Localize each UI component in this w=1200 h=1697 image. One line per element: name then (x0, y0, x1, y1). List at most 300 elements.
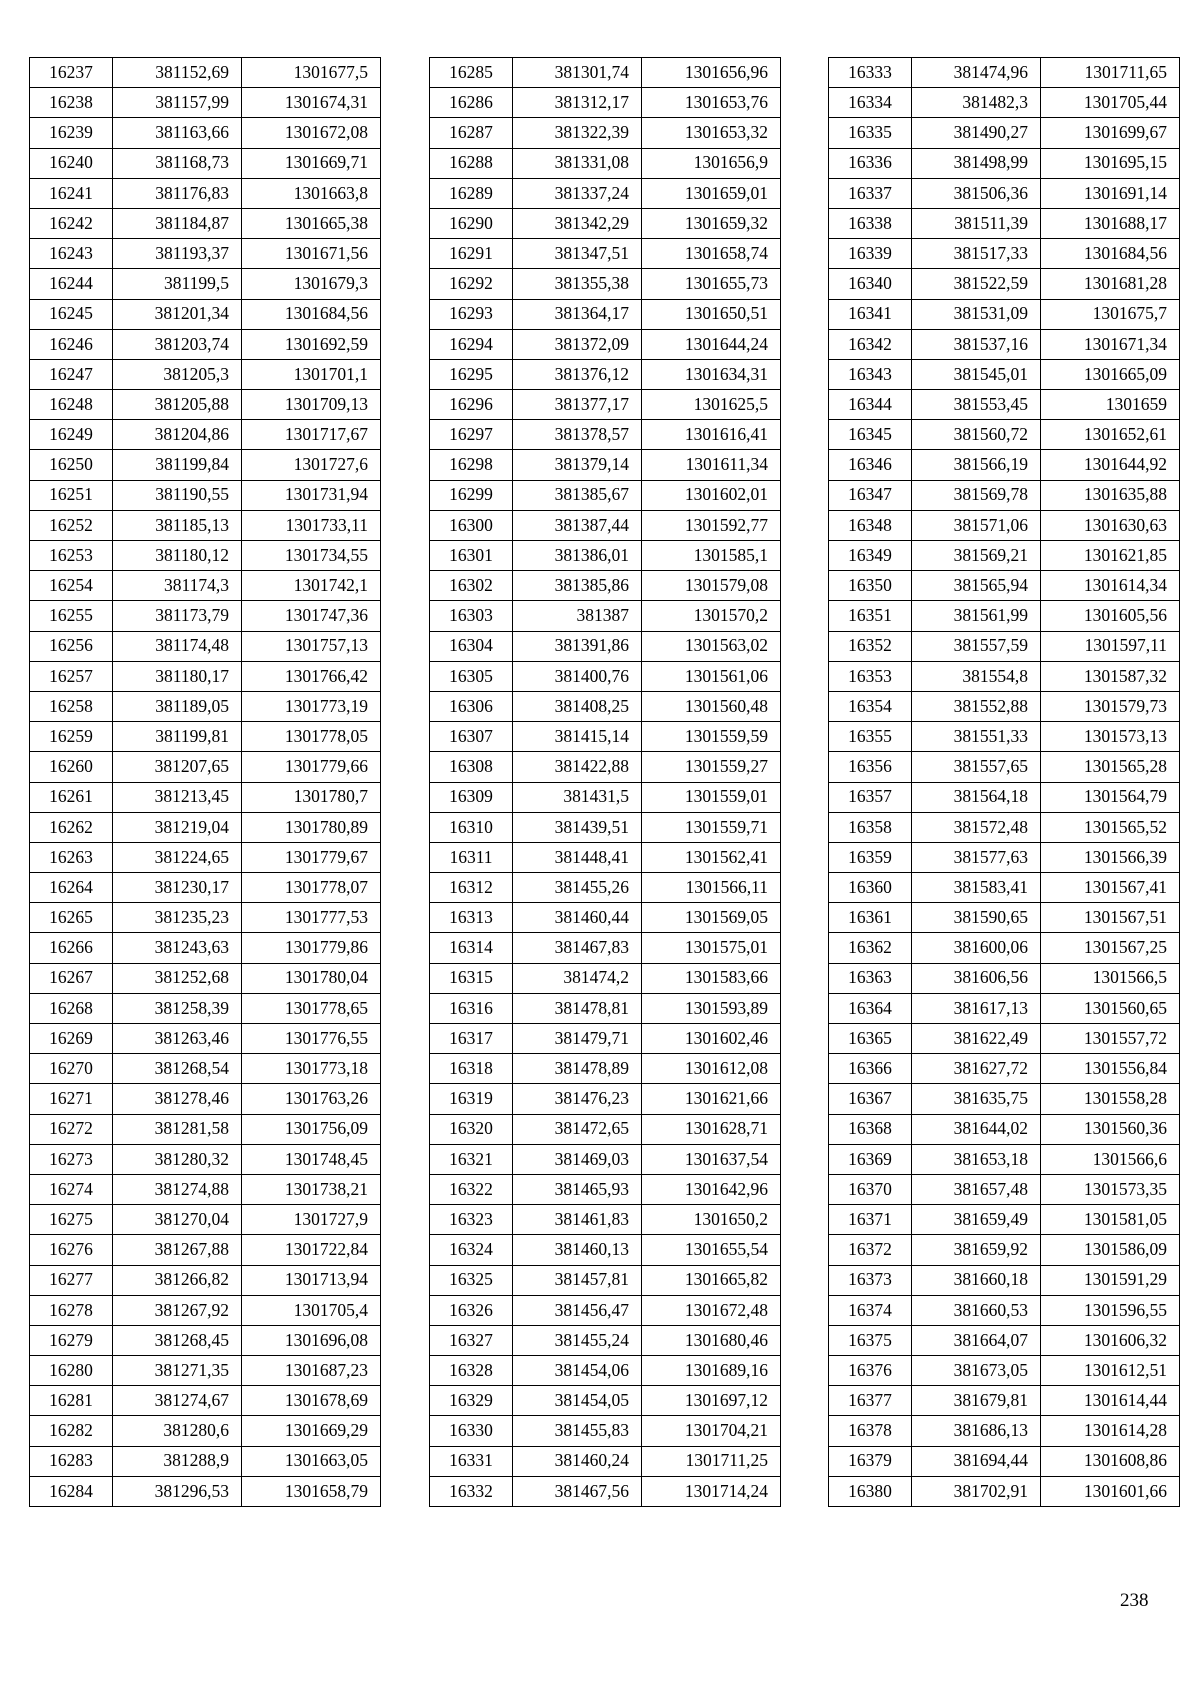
point-number-cell: 16347 (829, 480, 912, 510)
y-coordinate-cell: 1301742,1 (242, 571, 381, 601)
y-coordinate-cell: 1301674,31 (242, 88, 381, 118)
point-number-cell: 16309 (430, 782, 513, 812)
point-number-cell: 16323 (430, 1205, 513, 1235)
point-number-cell: 16360 (829, 873, 912, 903)
point-number-cell: 16296 (430, 390, 513, 420)
y-coordinate-cell: 1301704,21 (642, 1416, 781, 1446)
point-number-cell: 16317 (430, 1024, 513, 1054)
table-row (430, 1476, 781, 1506)
x-coordinate-cell: 381274,67 (113, 1386, 242, 1416)
y-coordinate-cell: 1301733,11 (242, 510, 381, 540)
table-row (30, 1084, 381, 1114)
y-coordinate-cell: 1301659,01 (642, 178, 781, 208)
point-number-cell: 16283 (30, 1446, 113, 1476)
table-row (30, 390, 381, 420)
point-number-cell: 16289 (430, 178, 513, 208)
x-coordinate-cell: 381469,03 (513, 1144, 642, 1174)
table-row (430, 329, 781, 359)
table-row (430, 873, 781, 903)
point-number-cell: 16282 (30, 1416, 113, 1446)
y-coordinate-cell: 1301557,72 (1041, 1024, 1180, 1054)
table-row (430, 1144, 781, 1174)
point-number-cell: 16247 (30, 359, 113, 389)
y-coordinate-cell: 1301642,96 (642, 1174, 781, 1204)
point-number-cell: 16368 (829, 1114, 912, 1144)
x-coordinate-cell: 381498,99 (912, 148, 1041, 178)
y-coordinate-cell: 1301777,53 (242, 903, 381, 933)
table-row (430, 88, 781, 118)
table-row (430, 722, 781, 752)
y-coordinate-cell: 1301713,94 (242, 1265, 381, 1295)
point-number-cell: 16285 (430, 58, 513, 88)
x-coordinate-cell: 381219,04 (113, 812, 242, 842)
x-coordinate-cell: 381174,48 (113, 631, 242, 661)
x-coordinate-cell: 381199,84 (113, 450, 242, 480)
point-number-cell: 16341 (829, 299, 912, 329)
x-coordinate-cell: 381686,13 (912, 1416, 1041, 1446)
x-coordinate-cell: 381385,86 (513, 571, 642, 601)
point-number-cell: 16312 (430, 873, 513, 903)
table-row (829, 1356, 1180, 1386)
x-coordinate-cell: 381673,05 (912, 1356, 1041, 1386)
x-coordinate-cell: 381312,17 (513, 88, 642, 118)
y-coordinate-cell: 1301653,76 (642, 88, 781, 118)
x-coordinate-cell: 381422,88 (513, 752, 642, 782)
point-number-cell: 16333 (829, 58, 912, 88)
x-coordinate-cell: 381600,06 (912, 933, 1041, 963)
y-coordinate-cell: 1301621,85 (1041, 541, 1180, 571)
x-coordinate-cell: 381454,05 (513, 1386, 642, 1416)
table-row (829, 58, 1180, 88)
table-row (30, 1235, 381, 1265)
table-row (829, 1265, 1180, 1295)
table-row (829, 1144, 1180, 1174)
y-coordinate-cell: 1301780,04 (242, 963, 381, 993)
y-coordinate-cell: 1301669,29 (242, 1416, 381, 1446)
table-row (30, 1205, 381, 1235)
table-row (829, 208, 1180, 238)
x-coordinate-cell: 381439,51 (513, 812, 642, 842)
x-coordinate-cell: 381230,17 (113, 873, 242, 903)
x-coordinate-cell: 381557,59 (912, 631, 1041, 661)
table-row (430, 903, 781, 933)
x-coordinate-cell: 381281,58 (113, 1114, 242, 1144)
y-coordinate-cell: 1301722,84 (242, 1235, 381, 1265)
table-row (430, 933, 781, 963)
y-coordinate-cell: 1301650,2 (642, 1205, 781, 1235)
x-coordinate-cell: 381659,49 (912, 1205, 1041, 1235)
x-coordinate-cell: 381635,75 (912, 1084, 1041, 1114)
x-coordinate-cell: 381460,44 (513, 903, 642, 933)
y-coordinate-cell: 1301734,55 (242, 541, 381, 571)
point-number-cell: 16376 (829, 1356, 912, 1386)
table-row (829, 1084, 1180, 1114)
table-row (829, 903, 1180, 933)
y-coordinate-cell: 1301688,17 (1041, 208, 1180, 238)
point-number-cell: 16355 (829, 722, 912, 752)
x-coordinate-cell: 381252,68 (113, 963, 242, 993)
y-coordinate-cell: 1301625,5 (642, 390, 781, 420)
y-coordinate-cell: 1301684,56 (1041, 239, 1180, 269)
point-number-cell: 16342 (829, 329, 912, 359)
y-coordinate-cell: 1301665,82 (642, 1265, 781, 1295)
table-row (829, 933, 1180, 963)
y-coordinate-cell: 1301756,09 (242, 1114, 381, 1144)
y-coordinate-cell: 1301570,2 (642, 601, 781, 631)
point-number-cell: 16350 (829, 571, 912, 601)
y-coordinate-cell: 1301695,15 (1041, 148, 1180, 178)
y-coordinate-cell: 1301658,74 (642, 239, 781, 269)
y-coordinate-cell: 1301592,77 (642, 510, 781, 540)
point-number-cell: 16346 (829, 450, 912, 480)
point-number-cell: 16357 (829, 782, 912, 812)
y-coordinate-cell: 1301573,35 (1041, 1174, 1180, 1204)
point-number-cell: 16343 (829, 359, 912, 389)
point-number-cell: 16262 (30, 812, 113, 842)
table-row (30, 118, 381, 148)
point-number-cell: 16339 (829, 239, 912, 269)
table-row (829, 118, 1180, 148)
y-coordinate-cell: 1301655,54 (642, 1235, 781, 1265)
x-coordinate-cell: 381180,12 (113, 541, 242, 571)
table-row (30, 812, 381, 842)
y-coordinate-cell: 1301565,52 (1041, 812, 1180, 842)
point-number-cell: 16265 (30, 903, 113, 933)
x-coordinate-cell: 381564,18 (912, 782, 1041, 812)
table-row (829, 752, 1180, 782)
table-row (829, 420, 1180, 450)
x-coordinate-cell: 381522,59 (912, 269, 1041, 299)
y-coordinate-cell: 1301628,71 (642, 1114, 781, 1144)
point-number-cell: 16308 (430, 752, 513, 782)
table-row (430, 1386, 781, 1416)
x-coordinate-cell: 381322,39 (513, 118, 642, 148)
table-row (430, 661, 781, 691)
x-coordinate-cell: 381506,36 (912, 178, 1041, 208)
y-coordinate-cell: 1301696,08 (242, 1325, 381, 1355)
table-row (30, 1054, 381, 1084)
x-coordinate-cell: 381606,56 (912, 963, 1041, 993)
x-coordinate-cell: 381679,81 (912, 1386, 1041, 1416)
x-coordinate-cell: 381455,26 (513, 873, 642, 903)
y-coordinate-cell: 1301637,54 (642, 1144, 781, 1174)
table-row (829, 631, 1180, 661)
coordinates-table-3 (828, 57, 1180, 1507)
y-coordinate-cell: 1301699,67 (1041, 118, 1180, 148)
point-number-cell: 16367 (829, 1084, 912, 1114)
point-number-cell: 16284 (30, 1476, 113, 1506)
point-number-cell: 16248 (30, 390, 113, 420)
y-coordinate-cell: 1301621,66 (642, 1084, 781, 1114)
y-coordinate-cell: 1301747,36 (242, 601, 381, 631)
table-row (829, 1205, 1180, 1235)
table-row (430, 601, 781, 631)
point-number-cell: 16364 (829, 993, 912, 1023)
y-coordinate-cell: 1301711,25 (642, 1446, 781, 1476)
point-number-cell: 16275 (30, 1205, 113, 1235)
x-coordinate-cell: 381482,3 (912, 88, 1041, 118)
y-coordinate-cell: 1301677,5 (242, 58, 381, 88)
table-row (430, 239, 781, 269)
table-row (30, 450, 381, 480)
point-number-cell: 16354 (829, 691, 912, 721)
table-row (30, 691, 381, 721)
y-coordinate-cell: 1301635,88 (1041, 480, 1180, 510)
point-number-cell: 16356 (829, 752, 912, 782)
x-coordinate-cell: 381622,49 (912, 1024, 1041, 1054)
y-coordinate-cell: 1301773,19 (242, 691, 381, 721)
y-coordinate-cell: 1301678,69 (242, 1386, 381, 1416)
y-coordinate-cell: 1301602,01 (642, 480, 781, 510)
y-coordinate-cell: 1301608,86 (1041, 1446, 1180, 1476)
y-coordinate-cell: 1301705,4 (242, 1295, 381, 1325)
point-number-cell: 16255 (30, 601, 113, 631)
point-number-cell: 16319 (430, 1084, 513, 1114)
point-number-cell: 16310 (430, 812, 513, 842)
point-number-cell: 16249 (30, 420, 113, 450)
point-number-cell: 16238 (30, 88, 113, 118)
x-coordinate-cell: 381280,32 (113, 1144, 242, 1174)
y-coordinate-cell: 1301709,13 (242, 390, 381, 420)
x-coordinate-cell: 381415,14 (513, 722, 642, 752)
table-row (30, 510, 381, 540)
table-row (430, 1084, 781, 1114)
point-number-cell: 16359 (829, 842, 912, 872)
table-row (829, 178, 1180, 208)
x-coordinate-cell: 381157,99 (113, 88, 242, 118)
point-number-cell: 16287 (430, 118, 513, 148)
y-coordinate-cell: 1301614,44 (1041, 1386, 1180, 1416)
x-coordinate-cell: 381270,04 (113, 1205, 242, 1235)
x-coordinate-cell: 381301,74 (513, 58, 642, 88)
point-number-cell: 16301 (430, 541, 513, 571)
y-coordinate-cell: 1301675,7 (1041, 299, 1180, 329)
x-coordinate-cell: 381551,33 (912, 722, 1041, 752)
y-coordinate-cell: 1301563,02 (642, 631, 781, 661)
table-row (30, 1386, 381, 1416)
x-coordinate-cell: 381476,23 (513, 1084, 642, 1114)
y-coordinate-cell: 1301687,23 (242, 1356, 381, 1386)
point-number-cell: 16297 (430, 420, 513, 450)
table-row (30, 1174, 381, 1204)
table-row (30, 661, 381, 691)
point-number-cell: 16335 (829, 118, 912, 148)
y-coordinate-cell: 1301650,51 (642, 299, 781, 329)
x-coordinate-cell: 381387,44 (513, 510, 642, 540)
table-row (30, 752, 381, 782)
x-coordinate-cell: 381203,74 (113, 329, 242, 359)
table-row (430, 963, 781, 993)
x-coordinate-cell: 381213,45 (113, 782, 242, 812)
x-coordinate-cell: 381455,83 (513, 1416, 642, 1446)
point-number-cell: 16294 (430, 329, 513, 359)
y-coordinate-cell: 1301705,44 (1041, 88, 1180, 118)
point-number-cell: 16374 (829, 1295, 912, 1325)
x-coordinate-cell: 381566,19 (912, 450, 1041, 480)
page-number: 238 (1120, 1590, 1149, 1611)
table-row (30, 1114, 381, 1144)
point-number-cell: 16313 (430, 903, 513, 933)
y-coordinate-cell: 1301558,28 (1041, 1084, 1180, 1114)
point-number-cell: 16266 (30, 933, 113, 963)
point-number-cell: 16258 (30, 691, 113, 721)
y-coordinate-cell: 1301593,89 (642, 993, 781, 1023)
y-coordinate-cell: 1301727,6 (242, 450, 381, 480)
y-coordinate-cell: 1301560,65 (1041, 993, 1180, 1023)
y-coordinate-cell: 1301566,11 (642, 873, 781, 903)
x-coordinate-cell: 381565,94 (912, 571, 1041, 601)
y-coordinate-cell: 1301659,32 (642, 208, 781, 238)
point-number-cell: 16334 (829, 88, 912, 118)
point-number-cell: 16281 (30, 1386, 113, 1416)
x-coordinate-cell: 381552,88 (912, 691, 1041, 721)
table-row (829, 329, 1180, 359)
point-number-cell: 16286 (430, 88, 513, 118)
y-coordinate-cell: 1301616,41 (642, 420, 781, 450)
table-row (829, 1114, 1180, 1144)
x-coordinate-cell: 381387 (513, 601, 642, 631)
x-coordinate-cell: 381465,93 (513, 1174, 642, 1204)
point-number-cell: 16260 (30, 752, 113, 782)
point-number-cell: 16290 (430, 208, 513, 238)
table-row (829, 239, 1180, 269)
x-coordinate-cell: 381511,39 (912, 208, 1041, 238)
y-coordinate-cell: 1301559,27 (642, 752, 781, 782)
point-number-cell: 16314 (430, 933, 513, 963)
table-row (430, 480, 781, 510)
y-coordinate-cell: 1301612,51 (1041, 1356, 1180, 1386)
y-coordinate-cell: 1301672,48 (642, 1295, 781, 1325)
table-row (430, 1054, 781, 1084)
point-number-cell: 16358 (829, 812, 912, 842)
table-row (430, 269, 781, 299)
y-coordinate-cell: 1301567,25 (1041, 933, 1180, 963)
y-coordinate-cell: 1301652,61 (1041, 420, 1180, 450)
table-row (430, 1265, 781, 1295)
point-number-cell: 16378 (829, 1416, 912, 1446)
table-row (829, 450, 1180, 480)
table-row (30, 1356, 381, 1386)
table-row (30, 178, 381, 208)
y-coordinate-cell: 1301776,55 (242, 1024, 381, 1054)
y-coordinate-cell: 1301566,39 (1041, 842, 1180, 872)
table-row (430, 1356, 781, 1386)
point-number-cell: 16325 (430, 1265, 513, 1295)
table-row (829, 480, 1180, 510)
table-row (430, 541, 781, 571)
x-coordinate-cell: 381184,87 (113, 208, 242, 238)
table-row (829, 390, 1180, 420)
x-coordinate-cell: 381224,65 (113, 842, 242, 872)
point-number-cell: 16330 (430, 1416, 513, 1446)
table-row (829, 1416, 1180, 1446)
table-row (829, 571, 1180, 601)
x-coordinate-cell: 381173,79 (113, 601, 242, 631)
y-coordinate-cell: 1301684,56 (242, 299, 381, 329)
table-row (430, 571, 781, 601)
table-row (430, 148, 781, 178)
table-row (430, 1174, 781, 1204)
point-number-cell: 16270 (30, 1054, 113, 1084)
x-coordinate-cell: 381288,9 (113, 1446, 242, 1476)
x-coordinate-cell: 381644,02 (912, 1114, 1041, 1144)
table-row (30, 58, 381, 88)
table-row (30, 782, 381, 812)
point-number-cell: 16272 (30, 1114, 113, 1144)
x-coordinate-cell: 381180,17 (113, 661, 242, 691)
x-coordinate-cell: 381467,83 (513, 933, 642, 963)
y-coordinate-cell: 1301596,55 (1041, 1295, 1180, 1325)
table-row (829, 873, 1180, 903)
x-coordinate-cell: 381193,37 (113, 239, 242, 269)
point-number-cell: 16320 (430, 1114, 513, 1144)
point-number-cell: 16261 (30, 782, 113, 812)
table-row (30, 1144, 381, 1174)
x-coordinate-cell: 381460,24 (513, 1446, 642, 1476)
table-row (30, 571, 381, 601)
point-number-cell: 16326 (430, 1295, 513, 1325)
x-coordinate-cell: 381278,46 (113, 1084, 242, 1114)
table-row (829, 1446, 1180, 1476)
x-coordinate-cell: 381467,56 (513, 1476, 642, 1506)
table-row (30, 541, 381, 571)
y-coordinate-cell: 1301569,05 (642, 903, 781, 933)
table-row (829, 963, 1180, 993)
y-coordinate-cell: 1301653,32 (642, 118, 781, 148)
y-coordinate-cell: 1301671,56 (242, 239, 381, 269)
table-row (829, 842, 1180, 872)
point-number-cell: 16328 (430, 1356, 513, 1386)
x-coordinate-cell: 381517,33 (912, 239, 1041, 269)
table-row (30, 269, 381, 299)
y-coordinate-cell: 1301644,24 (642, 329, 781, 359)
y-coordinate-cell: 1301591,29 (1041, 1265, 1180, 1295)
x-coordinate-cell: 381590,65 (912, 903, 1041, 933)
point-number-cell: 16242 (30, 208, 113, 238)
table-row (430, 752, 781, 782)
y-coordinate-cell: 1301779,86 (242, 933, 381, 963)
point-number-cell: 16263 (30, 842, 113, 872)
point-number-cell: 16371 (829, 1205, 912, 1235)
point-number-cell: 16373 (829, 1265, 912, 1295)
table-row (430, 510, 781, 540)
x-coordinate-cell: 381243,63 (113, 933, 242, 963)
x-coordinate-cell: 381207,65 (113, 752, 242, 782)
point-number-cell: 16340 (829, 269, 912, 299)
point-number-cell: 16288 (430, 148, 513, 178)
point-number-cell: 16303 (430, 601, 513, 631)
y-coordinate-cell: 1301564,79 (1041, 782, 1180, 812)
y-coordinate-cell: 1301587,32 (1041, 661, 1180, 691)
y-coordinate-cell: 1301731,94 (242, 480, 381, 510)
point-number-cell: 16324 (430, 1235, 513, 1265)
point-number-cell: 16349 (829, 541, 912, 571)
point-number-cell: 16240 (30, 148, 113, 178)
table-row (30, 873, 381, 903)
point-number-cell: 16271 (30, 1084, 113, 1114)
x-coordinate-cell: 381235,23 (113, 903, 242, 933)
table-row (430, 631, 781, 661)
y-coordinate-cell: 1301579,73 (1041, 691, 1180, 721)
table-row (829, 691, 1180, 721)
x-coordinate-cell: 381378,57 (513, 420, 642, 450)
table-row (430, 390, 781, 420)
table-row (829, 1386, 1180, 1416)
x-coordinate-cell: 381653,18 (912, 1144, 1041, 1174)
x-coordinate-cell: 381454,06 (513, 1356, 642, 1386)
table-row (829, 1325, 1180, 1355)
point-number-cell: 16244 (30, 269, 113, 299)
